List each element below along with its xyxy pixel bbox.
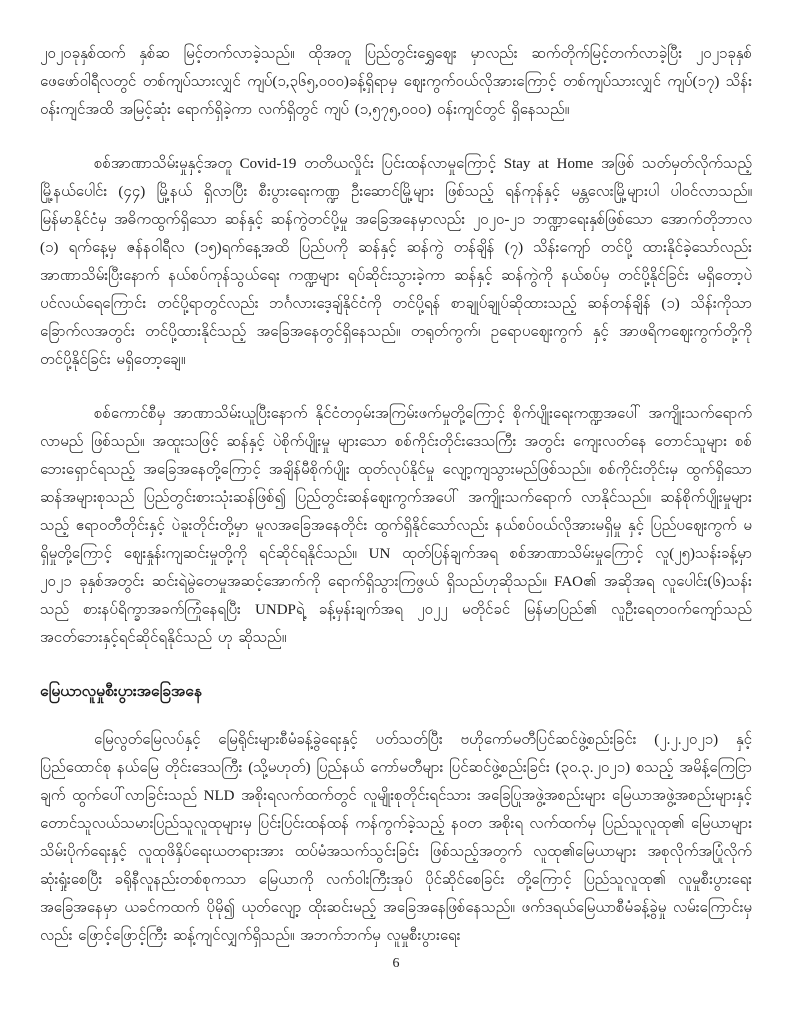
paragraph-gold-price: ၂၀၂၀ခုနှစ်ထက် နှစ်ဆ မြင့်တက်လာခဲ့သည်။ ထိုအတူ ပြည်တွင်းရွှေဈေး မှာလည်း ဆက်တိုက်မြင့်တက်လာခဲ့ပြီး ၂၀၂၁ခုနှစ် ဖေဖော်ဝါရီလတွင် တစ်ကျပ်သားလျှင် ကျပ်(၁,၃၆၅,၀၀၀)ခန့်ရှိရာမှ ဈေးကွက်ဝယ်လိုအားကြောင့် တစ်ကျပ်သားလျှင် ကျပ်(၁၇) သိန်းဝန်းကျင်အထိ အမြင့်ဆုံး ရောက်ရှိခဲ့ကာ လက်ရှိတွင် ကျပ် (၁,၅၇၅,၀၀၀) ဝန်းကျင်တွင် ရှိနေသည်။ [40,46,752,118]
paragraph-agriculture-un-estimates: စစ်ကောင်စီမှ အာဏာသိမ်းယူပြီးနောက် နိုင်ငံတဝှမ်းအကြမ်းဖက်မှုတို့ကြောင့် စိုက်ပျိုးရေးကဏ္ဍအပေါ် အကျိုးသက်ရောက် လာမည် ဖြစ်သည်။ အထူးသဖြင့် ဆန်နှင့် ပဲစိုက်ပျိုးမှု များသော စစ်ကိုင်းတိုင်းဒေသကြီး အတွင်း ကျေးလတ်နေ တောင်သူများ စစ်ဘေးရှောင်ရသည့် အခြေအနေတို့ကြောင့် အချိန်မီစိုက်ပျိုး ထုတ်လုပ်နိုင်မှု လျော့ကျသွားမည်ဖြစ်သည်။ စစ်ကိုင်းတိုင်းမှ ထွက်ရှိသော ဆန်အများစုသည် ပြည်တွင်းစားသုံးဆန်ဖြစ်၍ ပြည်တွင်းဆန်ဈေးကွက်အပေါ် အကျိုးသက်ရောက် လာနိုင်သည်။ ဆန်စိုက်ပျိုးမှုများသည့် ဧရာဝတီတိုင်းနှင့် ပဲခူးတိုင်းတို့မှာ မူလအခြေအနေတိုင်း ထွက်ရှိနိုင်သော်လည်း နယ်စပ်ဝယ်လိုအားမရှိမှု နှင့် ပြည်ပဈေးကွက် မရှိမှုတို့ကြောင့် ဈေးနှုန်းကျဆင်းမှုတို့ကို ရင်ဆိုင်ရနိုင်သည်။ UN ထုတ်ပြန်ချက်အရ စစ်အာဏာသိမ်းမှုကြောင့် လူ(၂၅)သန်းခန့်မှာ ၂၀၂၁ ခုနှစ်အတွင်း ဆင်းရဲမွဲတေမှုအဆင့်အောက်ကို ရောက်ရှိသွားကြဖွယ် ရှိသည်ဟုဆိုသည်။ FAO၏ အဆိုအရ လူပေါင်း(၆)သန်းသည် စားနပ်ရိက္ခာအခက်ကြုံနေရပြီး UNDPရဲ့ ခန့်မှန်းချက်အရ ၂၀၂၂ မတိုင်ခင် မြန်မာပြည်၏ လူဦးရေတဝက်ကျော်သည် အငတ်ဘေးနှင့်ရင်ဆိုင်ရနိုင်သည် ဟု ဆိုသည်။ [40,406,752,646]
page-number: 6 [392,956,400,971]
section-heading-land-socioeconomic: မြေယာလူမှုစီးပွားအခြေအနေ [40,683,202,700]
paragraph-covid-rice-export: စစ်အာဏာသိမ်းမှုနှင့်အတူ Covid-19 တတိယလှိုင်း ပြင်းထန်လာမှုကြောင့် Stay at Home အဖြစ် သတ်မှတ်လိုက်သည့် မြို့နယ်ပေါင်း (၄၄) မြို့နယ် ရှိလာပြီး စီးပွားရေးကဏ္ဍ ဦးဆောင်မြို့များ ဖြစ်သည့် ရန်ကုန်နှင့် မန္တလေးမြို့များပါ ပါဝင်လာသည်။ မြန်မာနိုင်ငံမှ အဓိကထွက်ရှိသော ဆန်နှင့် ဆန်ကွဲတင်ပို့မှု အခြေအနေမှာလည်း ၂၀၂၀-၂၁ ဘဏ္ဍာရေးနှစ်ဖြစ်သော အောက်တိုဘာလ (၁) ရက်နေ့မှ ဇန်နဝါရီလ (၁၅)ရက်နေ့အထိ ပြည်ပကို ဆန်နှင့် ဆန်ကွဲ တန်ချိန် (၇) သိန်းကျော် တင်ပို့ ထားနိုင်ခဲ့သော်လည်း အာဏာသိမ်းပြီးနောက် နယ်စပ်ကုန်သွယ်ရေး ကဏ္ဍများ ရပ်ဆိုင်းသွားခဲ့ကာ ဆန်နှင့် ဆန်ကွဲကို နယ်စပ်မှ တင်ပို့နိုင်ခြင်း မရှိတော့ပဲ ပင်လယ်ရေကြောင်း တင်ပို့ရာတွင်လည်း ဘင်္ဂလားဒေ့ချ်နိုင်ငံကို တင်ပို့ရန် စာချုပ်ချုပ်ဆိုထားသည့် ဆန်တန်ချိန် (၁) သိန်းကိုသာ ခြောက်လအတွင်း တင်ပို့ထားနိုင်သည့် အခြေအနေတွင်ရှိနေသည်။ တရုတ်ကွက်၊ ဥရောပဈေးကွက် နှင့် အာဖရိကဈေးကွက်တို့ကို တင်ပို့နိုင်ခြင်း မရှိတော့ချေ။ [40,156,752,368]
paragraph-land-management: မြေလွတ်မြေလပ်နှင့် မြေရိုင်းများစီမံခန့်ခွဲရေးနှင့် ပတ်သတ်ပြီး ဗဟိုကော်မတီပြင်ဆင်ဖွဲ့စည်းခြင်း (၂.၂.၂၀၂၁) နှင့် ပြည်ထောင်စု နယ်မြေ တိုင်းဒေသကြီး (သို့မဟုတ်) ပြည်နယ် ကော်မတီများ ပြင်ဆင်ဖွဲ့စည်းခြင်း (၃၀.၃.၂၀၂၁) စသည့် အမိန့်ကြေငြာချက် ထွက်ပေါ်လာခြင်းသည် NLD အစိုးရလက်ထက်တွင် လူမျိုးစုတိုင်းရင်သား အခြေပြုအဖွဲ့အစည်းများ မြေယာအဖွဲ့အစည်းများနှင့် တောင်သူလယ်သမားပြည်သူလူထုများမှ ပြင်းပြင်းထန်ထန် ကန်ကွက်ခဲ့သည့် နဝတ အစိုးရ လက်ထက်မှ ပြည်သူလူထု၏ မြေယာများ သိမ်းပိုက်ရေးနှင့် လူထုဖိနှိပ်ရေးယတရားအား ထပ်မံအသက်သွင်းခြင်း ဖြစ်သည့်အတွက် လူထု၏မြေယာများ အစုလိုက်အပြုံလိုက်ဆုံးရှုံးစေပြီး ခရိုနီလူနည်းတစ်စုကသာ မြေယာကို လက်ဝါးကြီးအုပ် ပိုင်ဆိုင်စေခြင်း တို့ကြောင့် ပြည်သူလူထု၏ လူမှုစီးပွားရေး အခြေအနေမှာ ယခင်ကထက် ပိုမို၍ ယုတ်လျော့ ထိုးဆင်းမည့် အခြေအနေဖြစ်နေသည်။ ဖက်ဒရယ်မြေယာစီမံခန့်ခွဲမှု လမ်းကြောင်းမှလည်း ဖြောင့်ဖြောင့်ကြီး ဆန့်ကျင်လျှက်ရှိသည်။ အဘက်ဘက်မှ လူမှုစီးပွားရေး [40,732,752,944]
